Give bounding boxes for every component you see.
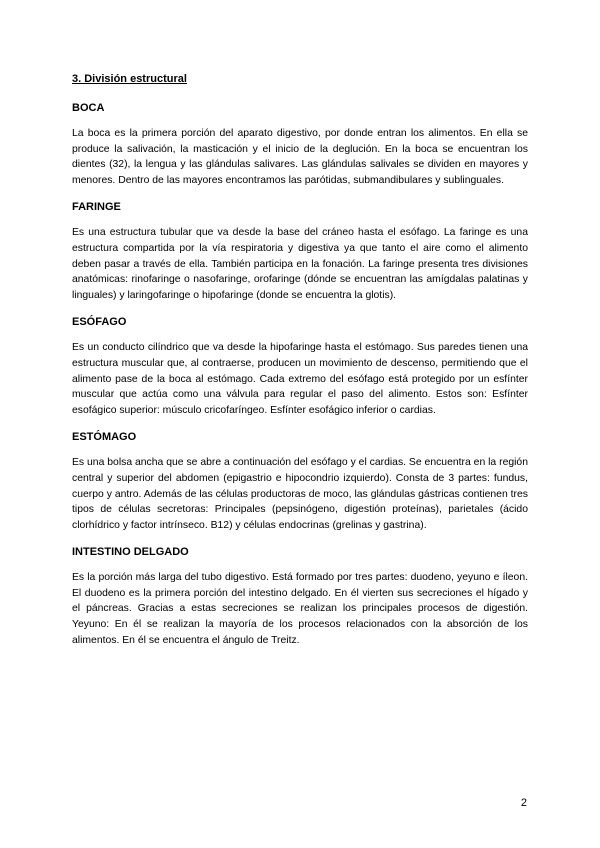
paragraph-intestino-delgado: Es la porción más larga del tubo digestivo. Está formado por tres partes: duodeno, yeyuno e íleon. El duodeno es la primera porción del intestino delgado. En él vierten sus secreciones el hígado y el páncreas. Gracias a estas secreciones se realizan los principales procesos de digestión. Yeyuno: En él se realizan la mayoría de los procesos relacionados con la absorción de los alimentos. En él se encuentra el ángulo de Treitz. — [72, 572, 528, 646]
paragraph-boca: La boca es la primera porción del aparato digestivo, por donde entran los alimentos. En ella se produce la salivación, la masticación y el inicio de la deglución. En la boca se encuentran los dientes (32), la lengua y las glándulas salivares. Las glándulas salivales se dividen en mayores y menores. Dentro de las mayores encontramos las parótidas, submandibulares y sublinguales. — [72, 128, 528, 186]
heading-faringe: FARINGE — [72, 201, 121, 214]
heading-estomago: ESTÓMAGO — [72, 431, 137, 444]
heading-esofago: ESÓFAGO — [72, 316, 127, 329]
paragraph-faringe: Es una estructura tubular que va desde la base del cráneo hasta el esófago. La faringe es una estructura compartida por la vía respiratoria y digestiva ya que tanto el aire como el alimento deben pasar a través de ella. También participa en la fonación. La faringe presenta tres divisiones anatómicas: rinofaringe o nasofaringe, orofaringe (dónde se encuentran las amígdalas palatinas y linguales) y laringofaringe o hipofaringe (donde se encuentra la glotis). — [72, 227, 528, 301]
heading-boca: BOCA — [72, 102, 105, 114]
document-page — [72, 72, 528, 660]
paragraph-esofago: Es un conducto cilíndrico que va desde la hipofaringe hasta el estómago. Sus paredes tienen una estructura muscular que, al contraerse, producen un movimiento de descenso, permitiendo que el alimento pase de la boca al estómago. Cada extremo del esófago está protegido por un esfínter muscular que actúa como una válvula para regular el paso del alimento. Estos son: Esfínter esofágico superior: músculo cricofaríngeo. Esfínter esofágico inferior o cardias. — [72, 342, 528, 416]
paragraph-estomago: Es una bolsa ancha que se abre a continuación del esófago y el cardias. Se encuentra en la región central y superior del abdomen (epigastrio e hipocondrio izquierdo). Consta de 3 partes: fundus, cuerpo y antro. Además de las células productoras de moco, las glándulas gástricas contienen tres tipos de células secretoras: Principales (pepsinógeno, digestión proteínas), parietales (ácido clorhídrico y factor intrínseco. B12) y células endocrinas (grelinas y gastrina). — [72, 457, 528, 531]
page-number: 2 — [520, 797, 527, 809]
heading-intestino-delgado: INTESTINO DELGADO — [72, 546, 189, 559]
section-title: 3. División estructural — [72, 73, 187, 85]
